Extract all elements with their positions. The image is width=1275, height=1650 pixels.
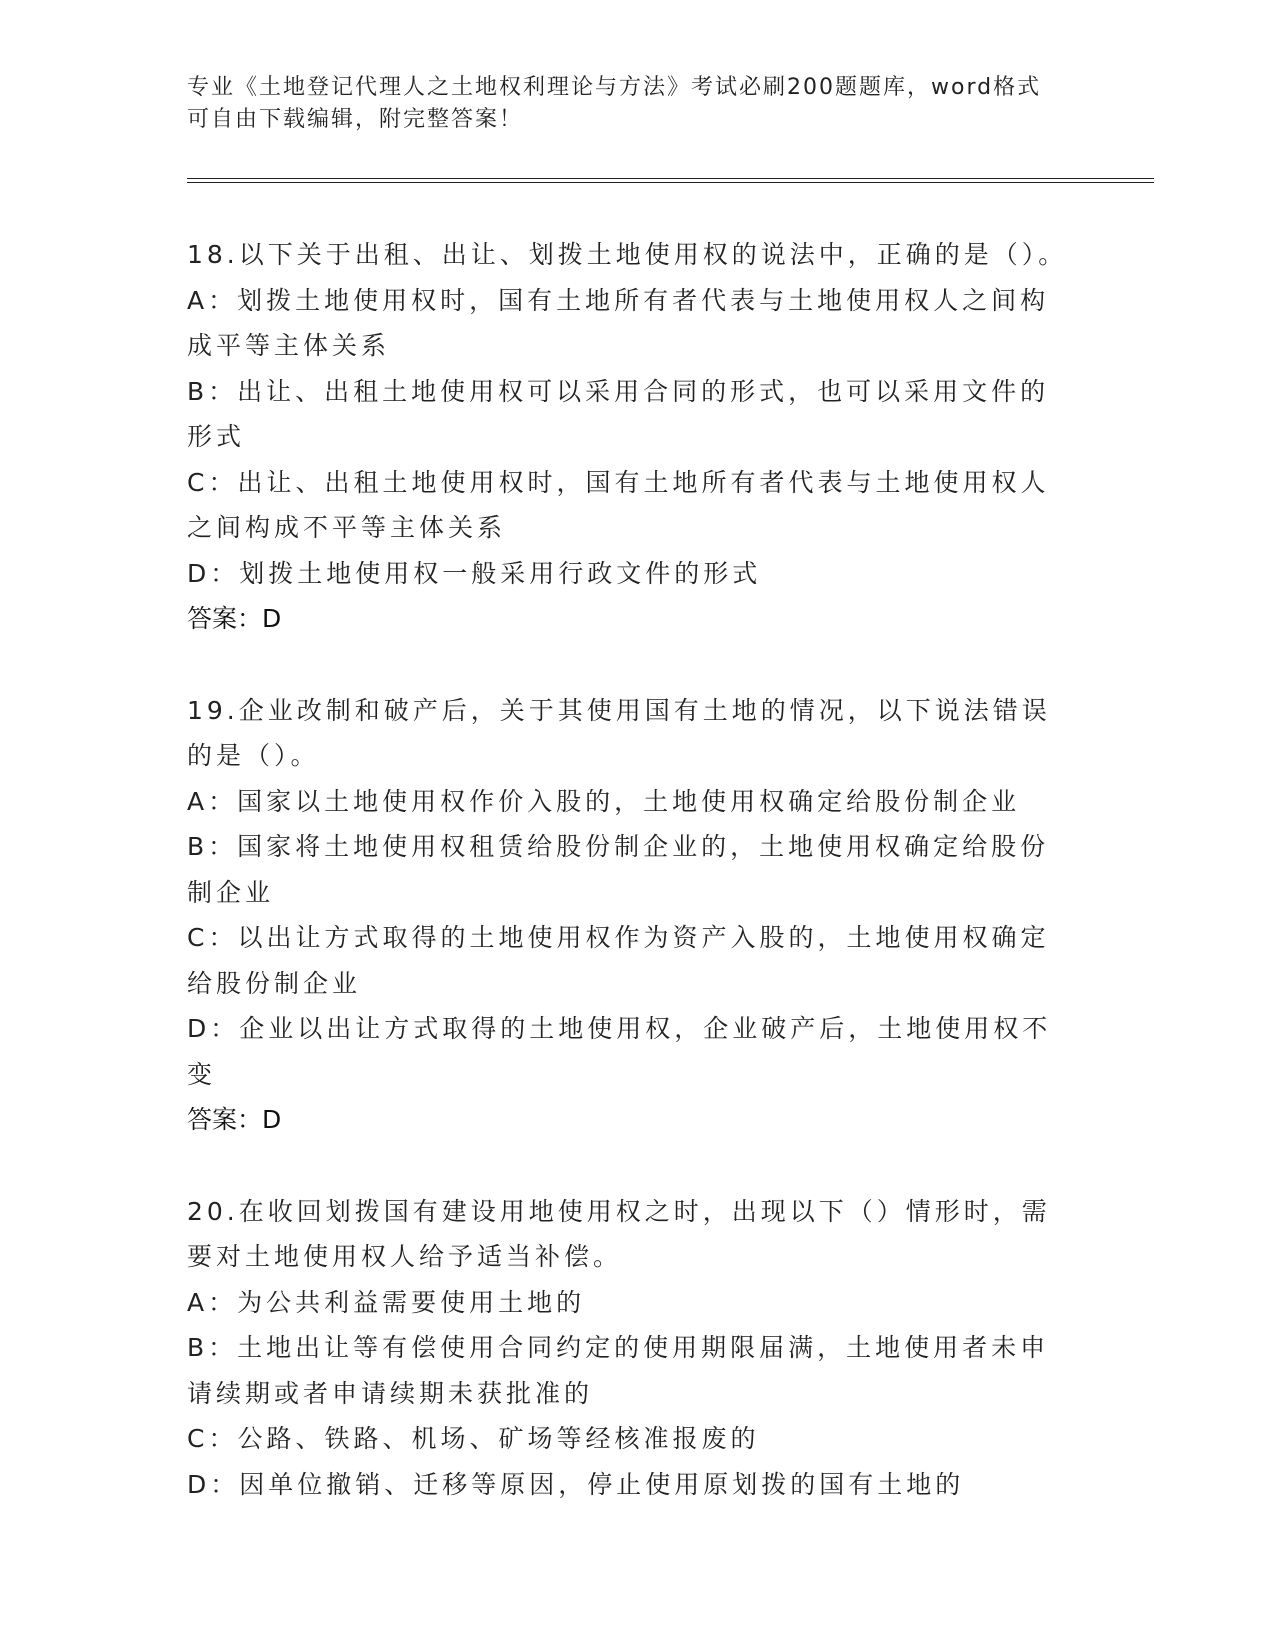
option-b: B：土地出让等有偿使用合同约定的使用期限届满，土地使用者未申请续期或者申请续期未获批准的: [187, 1333, 1050, 1408]
question-list: [187, 232, 1077, 1553]
option-c: C：以出让方式取得的土地使用权作为资产入股的，土地使用权确定给股份制企业: [187, 923, 1050, 998]
option-b: B：出让、出租土地使用权可以采用合同的形式，也可以采用文件的形式: [187, 376, 1050, 451]
header-title-line-2: 可自由下载编辑，附完整答案！: [187, 107, 524, 132]
option-d: D：企业以出让方式取得的土地使用权，企业破产后，土地使用权不变: [187, 1014, 1052, 1089]
header-divider-top: [187, 178, 1154, 179]
question-20: [187, 1189, 1077, 1508]
document-header: [187, 72, 1087, 136]
option-b: B：国家将土地使用权租赁给股份制企业的，土地使用权确定给股份制企业: [187, 832, 1050, 907]
option-c: C：公路、铁路、机场、矿场等经核准报废的: [187, 1424, 760, 1453]
header-title-line-1: 专业《土地登记代理人之土地权利理论与方法》考试必刷200题题库，word格式: [187, 75, 1042, 100]
header-divider-bottom: [187, 182, 1154, 183]
option-a: A：国家以土地使用权作价入股的，土地使用权确定给股份制企业: [187, 786, 1021, 816]
question-19: [187, 688, 1077, 1143]
option-d: D：划拨土地使用权一般采用行政文件的形式: [187, 558, 762, 588]
answer: 答案：D: [187, 1105, 282, 1134]
option-a: A：为公共利益需要使用土地的: [187, 1287, 586, 1317]
option-d: D：因单位撤销、迁移等原因，停止使用原划拨的国有土地的: [187, 1469, 965, 1499]
option-a: A：划拨土地使用权时，国有土地所有者代表与土地使用权人之间构成平等主体关系: [187, 285, 1050, 360]
option-c: C：出让、出租土地使用权时，国有土地所有者代表与土地使用权人之间构成不平等主体关系: [187, 467, 1050, 542]
question-stem: 20.在收回划拨国有建设用地使用权之时，出现以下（）情形时，需要对土地使用权人给予适当补偿。: [187, 1196, 1051, 1271]
question-18: [187, 232, 1077, 642]
answer: 答案：D: [187, 604, 282, 633]
question-stem: 18.以下关于出租、出让、划拨土地使用权的说法中，正确的是（）。: [187, 240, 1068, 269]
question-stem: 19.企业改制和破产后，关于其使用国有土地的情况，以下说法错误的是（）。: [187, 695, 1051, 770]
